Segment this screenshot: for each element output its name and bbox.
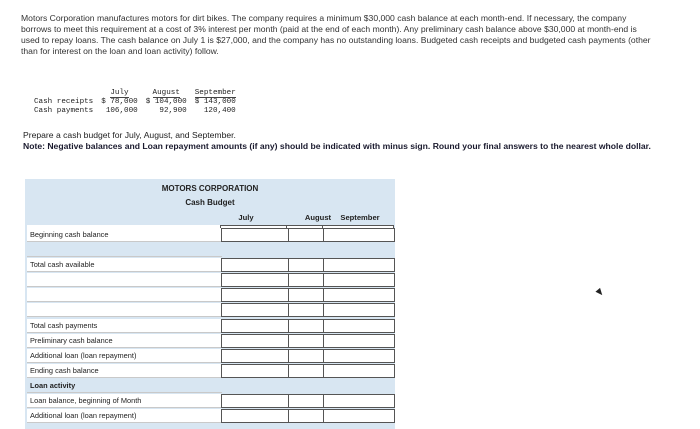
note-text: Note: Negative balances and Loan repayment amounts (if any) should be indicated with minus sign. Round your final answers to the nearest whole dollar. [23, 140, 651, 151]
mouse-cursor-icon [595, 288, 604, 297]
company-name: MOTORS CORPORATION [161, 184, 259, 193]
input-july-loan-beginning[interactable] [221, 394, 293, 408]
input-july-additional-loan[interactable] [221, 349, 293, 363]
budget-title: Cash Budget [185, 198, 235, 207]
budget-row-additional-loan: Additional loan (loan repayment) [25, 349, 395, 363]
budget-row-payment-line-3 [25, 303, 395, 317]
budget-row-beginning-cash: Beginning cash balance [25, 228, 395, 242]
input-september-loan-beginning[interactable] [323, 394, 395, 408]
cash-budget-form [25, 179, 395, 429]
input-september-additional-loan[interactable] [323, 349, 395, 363]
problem-description: Motors Corporation manufactures motors for dirt bikes. The company requires a minimum $30,000 cash balance at each month-end. If necessary, the company borrows to meet this requirement at a cost of 3% interest per month (paid at the end of each month). Any preliminary cash balance above $30,000 at month-end is used to repay loans. The cash balance on July 1 is $27,000, and the company has no outstanding loans. Budgeted cash receipts and budgeted cash payments (other than for interest on the loan and loan activity) follow. [21, 13, 651, 56]
input-july-payment-3[interactable] [221, 303, 293, 317]
input-july-beginning-cash[interactable] [221, 228, 293, 242]
given-data-table [30, 89, 240, 116]
col-header-august: August [304, 213, 332, 222]
given-row-cash-payments: Cash payments 106,000 92,900 120,400 [34, 107, 236, 115]
given-col-august: August [152, 89, 180, 97]
given-row-cash-receipts: Cash receipts $ 78,000 $ 104,000 $ 143,000 [34, 98, 236, 106]
input-july-additional-loan-2[interactable] [221, 409, 293, 423]
input-july-total-payments[interactable] [221, 319, 293, 333]
prompt-text: Prepare a cash budget for July, August, and September. [23, 130, 236, 140]
budget-row-loan-activity: Loan activity [25, 379, 395, 393]
budget-row-loan-balance-beginning: Loan balance, beginning of Month [25, 394, 395, 408]
input-september-payment-2[interactable] [323, 288, 395, 302]
given-col-september: September [194, 89, 236, 97]
input-july-preliminary[interactable] [221, 334, 293, 348]
input-september-payment-3[interactable] [323, 303, 395, 317]
col-header-july: July [238, 213, 254, 222]
input-september-ending-cash[interactable] [323, 364, 395, 378]
budget-row-total-cash-available: Total cash available [25, 258, 395, 272]
budget-row-total-cash-payments: Total cash payments [25, 319, 395, 333]
instructions [23, 130, 663, 151]
input-september-additional-loan-2[interactable] [323, 409, 395, 423]
input-july-payment-1[interactable] [221, 273, 293, 287]
budget-row-payment-line-2 [25, 288, 395, 302]
given-col-july: July [110, 89, 129, 97]
input-september-preliminary[interactable] [323, 334, 395, 348]
input-september-total-payments[interactable] [323, 319, 395, 333]
budget-row-preliminary-balance: Preliminary cash balance [25, 334, 395, 348]
input-july-total-available[interactable] [221, 258, 293, 272]
col-header-september: September [340, 213, 380, 222]
budget-row-ending-cash: Ending cash balance [25, 364, 395, 378]
input-september-total-available[interactable] [323, 258, 395, 272]
budget-row-blank [25, 243, 395, 257]
budget-row-payment-line-1 [25, 273, 395, 287]
input-july-payment-2[interactable] [221, 288, 293, 302]
input-july-ending-cash[interactable] [221, 364, 293, 378]
input-september-beginning-cash[interactable] [323, 228, 395, 242]
budget-row-additional-loan-2: Additional loan (loan repayment) [25, 409, 395, 423]
input-september-payment-1[interactable] [323, 273, 395, 287]
